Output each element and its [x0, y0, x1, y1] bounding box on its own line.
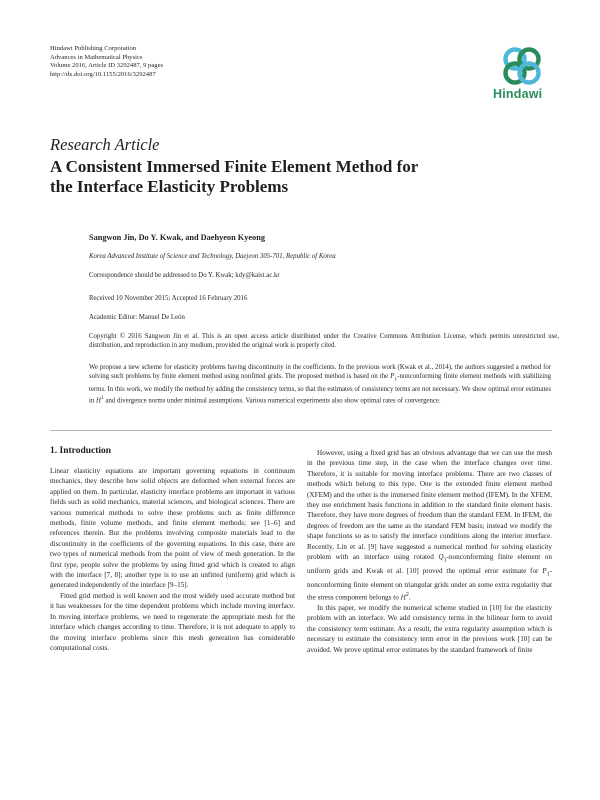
hindawi-logo — [493, 46, 553, 106]
journal-info — [50, 45, 163, 79]
left-column — [50, 466, 295, 653]
abstract-text-3: and divergence norms under minimal assumptions. Various numerical experiments also show optimal rates of convergence. — [103, 397, 441, 405]
received-accepted-dates: Received 10 November 2015; Accepted 16 February 2016 — [89, 295, 248, 302]
h2-symbol: H — [400, 593, 406, 602]
publisher-name: Hindawi Publishing Corporation — [50, 45, 137, 52]
abstract-text-1: We propose a new scheme for elasticity problems having discontinuity in the coefficients. In the previous work (Kwak et al., 2014), the authors suggested a method for solving such problems by finite element method using nonfitted grids. The proposed method is based on the — [89, 364, 551, 381]
hindawi-logo-icon — [499, 46, 545, 86]
paragraph: Fitted grid method is well known and the most widely used accurate method but it has weaknesses for the time dependent problems which include moving interface. In moving interface problems, we need to regenerate the appropriate mesh for the interface which changes according to time. Therefore, it is not adequate to apply to the moving interface problems since this mesh generation has considerable computational costs. — [50, 591, 295, 652]
paragraph: Linear elasticity equations are important governing equations in continuum mechanics, they describe how solid objects are deformed when external forces are applied on them. In particular, elasticity interface problems are important in various fields such as solid mechanics, material sciences, and biological sciences. There are various numerical methods to solve these problems such as finite difference methods, finite volume methods, and finite element methods; see [1–6] and references therein. But the problems involving composite materials lead to the discontinuity in the coefficients of the governing equations. In this case, there are two types of numerical methods from the point of view of mesh generation. In the first type, people solve the problems by using fitted grid which is created to align with the interface [7, 8]; another type is to use an unfitted (uniform) grid which is generated independently of the interface [9–15]. — [50, 467, 295, 590]
right-column — [307, 448, 552, 655]
journal-name: Advances in Mathematical Physics — [50, 53, 143, 61]
h1-superscript: 1 — [100, 394, 104, 401]
abstract — [89, 363, 551, 405]
abstract-text-2: -nonconforming finite element methods with stabilizing terms. In this work, we modify the method by adding the consistency terms, so that the estimates of consistency terms are not necessary. We show optimal error estimates in — [89, 373, 551, 405]
hindawi-wordmark: Hindawi — [493, 87, 543, 101]
affiliation: Korea Advanced Institute of Science and Technology, Daejeon 305-701, Republic of Korea — [89, 253, 336, 260]
section-heading-introduction: 1. Introduction — [50, 446, 112, 456]
copyright-notice: Copyright © 2016 Sangwon Jin et al. This is an open access article distributed under the Creative Commons Attribution License, which permits unrestricted use, distribution, and reproduction in any medium, provided the original work is properly cited. — [89, 333, 559, 349]
academic-editor: Academic Editor: Manuel De León — [89, 314, 185, 321]
article-title — [50, 157, 530, 197]
section-divider — [50, 430, 552, 431]
article-type: Research Article — [50, 135, 160, 154]
p1-subscript: 1 — [546, 571, 550, 578]
paragraph-text: . — [408, 593, 411, 602]
correspondence: Correspondence should be addressed to Do Y. Kwak; kdy@kaist.ac.kr — [89, 272, 280, 279]
journal-doi[interactable]: http://dx.doi.org/10.1155/2016/3292487 — [50, 70, 156, 78]
h2-superscript: 2 — [405, 592, 409, 599]
title-line-2: the Interface Elasticity Problems — [50, 177, 289, 196]
paragraph: In this paper, we modify the numerical scheme studied in [10] for the elasticity problem with an interface. We add consistency terms in the bilinear form to avoid the consistency term estimate. As a result, the extra regularity assumption which is necessary to estimate the consistency term error in the previous work [10] can be avoided. We prove optimal error estimates by the standard framework of finite — [307, 603, 552, 654]
q1-subscript: 1 — [443, 557, 447, 564]
author-list: Sangwon Jin, Do Y. Kwak, and Daehyeon Kyeong — [89, 233, 265, 242]
paragraph — [307, 448, 552, 603]
q1-symbol: Q — [438, 553, 444, 562]
paragraph-text: -nonconforming finite element on uniform grids and Kwak et al. [10] proved the optimal error estimate for — [307, 553, 552, 575]
p1-symbol: P — [390, 373, 395, 381]
p1-symbol: P — [542, 566, 547, 575]
paragraph-text: -nonconforming finite element on triangular grids under an some extra regularity that the stress component belongs to — [307, 566, 552, 602]
title-line-1: A Consistent Immersed Finite Element Method for — [50, 157, 419, 176]
h1-symbol: H — [96, 397, 101, 405]
paragraph-text: However, using a fixed grid has an obvious advantage that we can use the mesh in the previous time step, in the case when the interface changes over time. Therefore, it is suitable for moving interface problems. There are two classes of methods which belong to this type. One is the extended finite element method (XFEM) and the other is the immersed finite element method (IFEM). In the XFEM, they use enrichment basis functions in addition to the standard finite element basis. Therefore, they have more degrees of freedom than the standard FEM. In IFEM, the degrees of freedom are the same as the standard FEM basis; instead we modify the shape functions so as to satisfy the interface conditions along the interior interface. Recently, Lin et al. [9] have suggested a numerical method for solving elasticity problem with an interface using rotated — [307, 449, 552, 562]
journal-volume: Volume 2016, Article ID 3292487, 9 pages — [50, 62, 164, 70]
p1-subscript: 1 — [394, 376, 398, 383]
